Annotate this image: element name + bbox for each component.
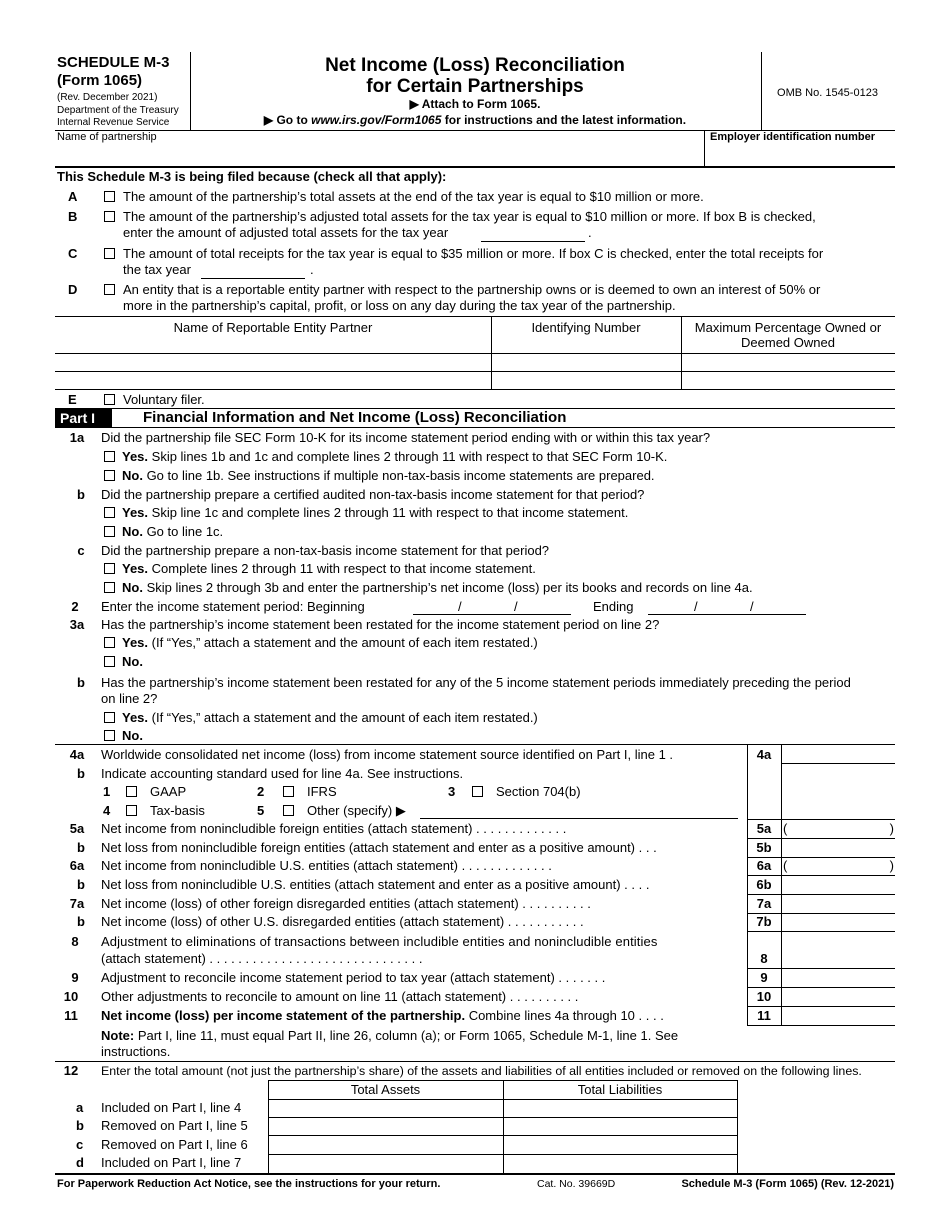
footer-paperwork-notice: For Paperwork Reduction Act Notice, see the instructions for your return. (57, 1178, 441, 1190)
criteria-d-text: An entity that is a reportable entity partner with respect to the partnership owns or is deemed to own an interest of 50% or (123, 282, 821, 297)
revision-date: (Rev. December 2021) (57, 92, 158, 103)
checkbox-3a-no[interactable] (104, 656, 115, 667)
line-5a-text: Net income from nonincludible foreign entities (attach statement) . . . . . . . . . . . . . (101, 821, 567, 836)
form-title-line1: Net Income (Loss) Reconciliation (325, 55, 625, 76)
footer-form-id: Schedule M-3 (Form 1065) (Rev. 12-2021) (681, 1178, 894, 1190)
line-8-text: Adjustment to eliminations of transactions between includible entities and nonincludible entities (101, 934, 658, 949)
line-1b-question: Did the partnership prepare a certified audited non-tax-basis income statement for that period? (101, 487, 645, 502)
entity-row-1[interactable] (55, 354, 895, 371)
form-header (0, 0, 950, 130)
checkbox-4b-ifrs[interactable] (283, 786, 294, 797)
table-col-identifying-number: Identifying Number (531, 320, 641, 335)
line-5b-text: Net loss from nonincludible foreign entities (attach statement and enter as a positive amount) . . . (101, 840, 657, 855)
amount-9[interactable] (782, 969, 895, 987)
checkbox-1a-no[interactable] (104, 470, 115, 481)
checkbox-3a-yes[interactable] (104, 637, 115, 648)
omb-number: OMB No. 1545-0123 (777, 87, 878, 99)
form-title-line2: for Certain Partnerships (366, 76, 584, 97)
line-11-note: Note: Part I, line 11, must equal Part II, line 26, column (a); or Form 1065, Schedule M-1, line 1. See (101, 1028, 679, 1043)
line-4b-text: Indicate accounting standard used for line 4a. See instructions. (101, 766, 464, 781)
criteria-a-text: The amount of the partnership’s total assets at the end of the tax year is equal to $10 million or more. (123, 189, 704, 204)
checkbox-a[interactable] (104, 191, 115, 202)
checkbox-1c-no[interactable] (104, 582, 115, 593)
amount-5b[interactable] (782, 839, 895, 857)
line-12d-label: Included on Part I, line 7 (101, 1155, 242, 1170)
line-2-text: Enter the income statement period: Beginning (101, 599, 365, 614)
checkbox-1a-yes[interactable] (104, 451, 115, 462)
filing-intro: This Schedule M-3 is being filed because (check all that apply): (57, 169, 447, 184)
checkbox-1c-yes[interactable] (104, 563, 115, 574)
line-3b-question: Has the partnership’s income statement been restated for any of the 5 income statement periods immediately preceding the period (101, 675, 851, 690)
line-12a-liabilities-field[interactable] (504, 1100, 737, 1117)
partnership-name-label: Name of partnership (57, 131, 157, 143)
amount-10[interactable] (782, 988, 895, 1006)
line-12b-liabilities-field[interactable] (504, 1118, 737, 1135)
amount-5a[interactable]: ( ) (783, 821, 894, 836)
checkbox-4b-other[interactable] (283, 805, 294, 816)
checkbox-e-voluntary[interactable] (104, 394, 115, 405)
line-12a-assets-field[interactable] (269, 1100, 503, 1117)
amount-11[interactable] (782, 1007, 895, 1025)
col-total-liabilities: Total Liabilities (577, 1082, 663, 1097)
total-receipts-field[interactable] (201, 278, 305, 279)
criteria-b-text: The amount of the partnership’s adjusted total assets for the tax year is equal to $10 million or more. If box B is checked, (123, 209, 816, 224)
line-12d-liabilities-field[interactable] (504, 1155, 737, 1172)
line-3a-question: Has the partnership’s income statement been restated for the income statement period on line 2? (101, 617, 660, 632)
period-beginning-field[interactable] (413, 614, 571, 615)
amount-6b[interactable] (782, 876, 895, 894)
ein-field[interactable] (706, 145, 894, 165)
checkbox-1b-no[interactable] (104, 526, 115, 537)
department: Department of the Treasury (57, 105, 179, 116)
line-12d-assets-field[interactable] (269, 1155, 503, 1172)
amount-7a[interactable] (782, 895, 895, 913)
table-col-max-percentage: Maximum Percentage Owned or Deemed Owned (694, 320, 882, 350)
line-12-text: Enter the total amount (not just the partnership’s share) of the assets and liabilities of all entities included or removed on the following lines. (101, 1064, 862, 1078)
other-specify-field[interactable] (420, 818, 738, 819)
irs-label: Internal Revenue Service (57, 117, 170, 128)
line-12b-label: Removed on Part I, line 5 (101, 1118, 248, 1133)
line-6b-text: Net loss from nonincludible U.S. entities (attach statement and enter as a positive amount) . . . . (101, 877, 650, 892)
checkbox-3b-no[interactable] (104, 730, 115, 741)
checkbox-4b-section-704b[interactable] (472, 786, 483, 797)
adjusted-total-assets-field[interactable] (481, 241, 585, 242)
amount-4a[interactable] (782, 745, 895, 763)
checkbox-c[interactable] (104, 248, 115, 259)
part1-title: Financial Information and Net Income (Loss) Reconciliation (143, 409, 567, 426)
checkbox-b[interactable] (104, 211, 115, 222)
col-total-assets: Total Assets (350, 1082, 421, 1097)
line-12a-label: Included on Part I, line 4 (101, 1100, 242, 1115)
line-10-text: Other adjustments to reconcile to amount on line 11 (attach statement) . . . . . . . . . . (101, 989, 579, 1004)
schedule-title: SCHEDULE M-3 (57, 54, 170, 71)
irs-url-link[interactable]: www.irs.gov/Form1065 (311, 113, 442, 127)
line-6a-text: Net income from nonincludible U.S. entities (attach statement) . . . . . . . . . . . . . (101, 858, 552, 873)
footer-cat-number: Cat. No. 39669D (537, 1178, 616, 1190)
form-number: (Form 1065) (57, 72, 143, 89)
line-1c-question: Did the partnership prepare a non-tax-basis income statement for that period? (101, 543, 550, 558)
ein-label: Employer identification number (710, 131, 876, 143)
entity-row-2[interactable] (55, 372, 895, 389)
partnership-name-field[interactable] (55, 145, 703, 165)
checkbox-3b-yes[interactable] (104, 712, 115, 723)
checkbox-d[interactable] (104, 284, 115, 295)
criteria-c-text: The amount of total receipts for the tax year is equal to $35 million or more. If box C is checked, enter the total receipts for (123, 246, 824, 261)
line-11-text: Net income (loss) per income statement of the partnership. Combine lines 4a through 10 . . . . (101, 1008, 664, 1023)
line-12c-liabilities-field[interactable] (504, 1137, 737, 1154)
line-7a-text: Net income (loss) of other foreign disregarded entities (attach statement) . . . . . . . . . . (101, 896, 591, 911)
period-ending-field[interactable] (648, 614, 806, 615)
line-12c-assets-field[interactable] (269, 1137, 503, 1154)
line-1a-question: Did the partnership file SEC Form 10-K for its income statement period ending with or within this tax year? (101, 430, 711, 445)
checkbox-1b-yes[interactable] (104, 507, 115, 518)
line-12b-assets-field[interactable] (269, 1118, 503, 1135)
checkbox-4b-gaap[interactable] (126, 786, 137, 797)
amount-7b[interactable] (782, 913, 895, 931)
table-col-entity-name: Name of Reportable Entity Partner (173, 320, 373, 335)
checkbox-4b-tax-basis[interactable] (126, 805, 137, 816)
part1-badge: Part I (55, 409, 112, 427)
voluntary-filer-text: Voluntary filer. (123, 392, 205, 407)
goto-instruction: ▶ Go to www.irs.gov/Form1065 for instructions and the latest information. (263, 113, 687, 127)
line-4a-text: Worldwide consolidated net income (loss) from income statement source identified on Part I, line 1 . (101, 747, 674, 762)
attach-instruction: ▶ Attach to Form 1065. (409, 97, 541, 111)
line-9-text: Adjustment to reconcile income statement period to tax year (attach statement) . . . . . . . (101, 970, 606, 985)
line-7b-text: Net income (loss) of other U.S. disregarded entities (attach statement) . . . . . . . . . . . (101, 914, 584, 929)
amount-8[interactable] (782, 932, 895, 968)
amount-6a[interactable]: ( ) (783, 858, 894, 873)
line-12c-label: Removed on Part I, line 6 (101, 1137, 248, 1152)
